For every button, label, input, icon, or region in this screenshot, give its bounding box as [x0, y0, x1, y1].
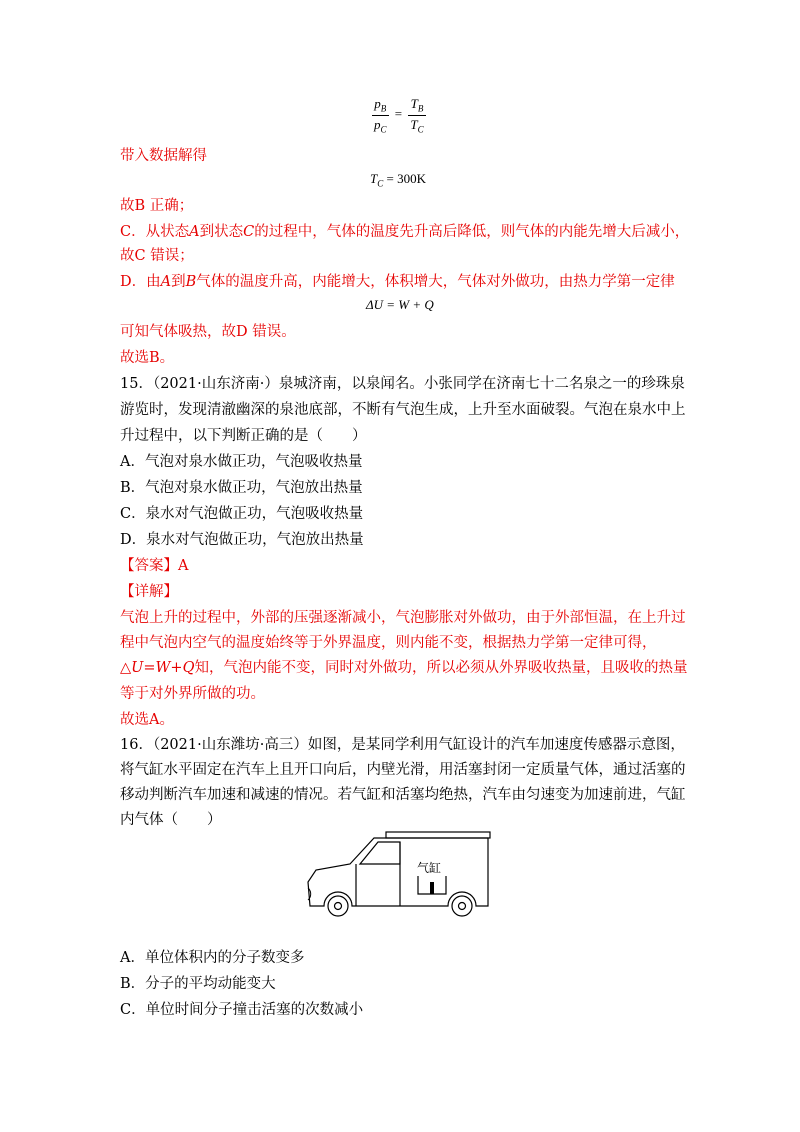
option-c-analysis-line2: 故C 错误； — [120, 248, 194, 264]
q15-stem-line2: 游览时，发现清澈幽深的泉池底部，不断有气泡生成，上升至水面破裂。气泡在泉水中上 — [120, 402, 686, 418]
q15-stem-line1: 15．（2021·山东济南·）泉城济南，以泉闻名。小张同学在济南七十二名泉之一的珍珠泉 — [120, 376, 685, 392]
option-d-analysis-line1: D．由A到B气体的温度升高，内能增大，体积增大，气体对外做功，由热力学第一定律 — [120, 274, 675, 290]
q15-detail-line1: 气泡上升的过程中，外部的压强逐渐减小，气泡膨胀对外做功，由于外部恒温，在上升过 — [120, 610, 686, 626]
rear-wheel-hub — [459, 903, 466, 910]
q15-option-b: B．气泡对泉水做正功，气泡放出热量 — [120, 480, 363, 496]
windshield — [360, 842, 400, 864]
q16-stem-line2: 将气缸水平固定在汽车上且开口向后，内壁光滑，用活塞封闭一定质量气体，通过活塞的 — [120, 762, 686, 778]
q16-option-a: A．单位体积内的分子数变多 — [120, 950, 305, 966]
car-cylinder-figure — [300, 830, 500, 926]
front-wheel — [328, 896, 348, 916]
q15-detail-label: 【详解】 — [120, 584, 178, 600]
q16-option-c: C．单位时间分子撞击活塞的次数减小 — [120, 1002, 364, 1018]
q16-stem-line1: 16．（2021·山东潍坊·高三）如图，是某同学利用气缸设计的汽车加速度传感器示意图， — [120, 737, 685, 753]
q15-answer-choice: 故选A。 — [120, 712, 174, 728]
prev-answer-choice: 故选B。 — [120, 350, 175, 366]
front-wheel-hub — [335, 903, 342, 910]
q15-detail-line3: △U=W+Q知，气泡内能不变，同时对外做功，所以必须从外界吸收热量，且吸收的热量 — [120, 660, 688, 676]
q16-option-b: B．分子的平均动能变大 — [120, 976, 276, 992]
rear-wheel — [452, 896, 472, 916]
q15-stem-line3: 升过程中，以下判断正确的是（ ） — [120, 428, 367, 444]
q15-option-c: C．泉水对气泡做正功，气泡吸收热量 — [120, 506, 364, 522]
tc-equation: $T_C = 300K$ — [370, 171, 426, 189]
q15-option-a: A．气泡对泉水做正功，气泡吸收热量 — [120, 454, 363, 470]
lhs-fraction: $\frac{p_B}{p_C}$ — [374, 96, 387, 135]
q15-answer: 【答案】A — [120, 558, 189, 574]
b-correct-text: 故B 正确； — [120, 198, 194, 214]
ratio-equation: $\frac{p_B}{p_C}$ = $\frac{T_B}{T_C}$ — [374, 96, 424, 135]
first-law-equation: ΔU = W + Q — [366, 297, 434, 312]
rhs-fraction: $\frac{T_B}{T_C}$ — [410, 96, 424, 135]
q15-detail-line2: 程中气泡内空气的温度始终等于外界温度，则内能不变，根据热力学第一定律可得， — [120, 635, 657, 651]
q15-detail-line4: 等于对外界所做的功。 — [120, 686, 265, 702]
option-d-analysis-line2: 可知气体吸热，故D 错误。 — [120, 324, 296, 340]
cylinder-label: 气缸 — [417, 861, 442, 875]
roof-rack — [386, 832, 490, 838]
q16-stem-line4: 内气体（ ） — [120, 812, 222, 828]
q16-stem-line3: 移动判断汽车加速和减速的情况。若气缸和活塞均绝热，汽车由匀速变为加速前进，气缸 — [120, 787, 686, 803]
substitute-text: 带入数据解得 — [120, 148, 207, 164]
option-c-analysis-line1: C．从状态A到状态C的过程中，气体的温度先升高后降低，则气体的内能先增大后减小， — [120, 224, 690, 240]
q15-option-d: D．泉水对气泡做正功，气泡放出热量 — [120, 532, 364, 548]
